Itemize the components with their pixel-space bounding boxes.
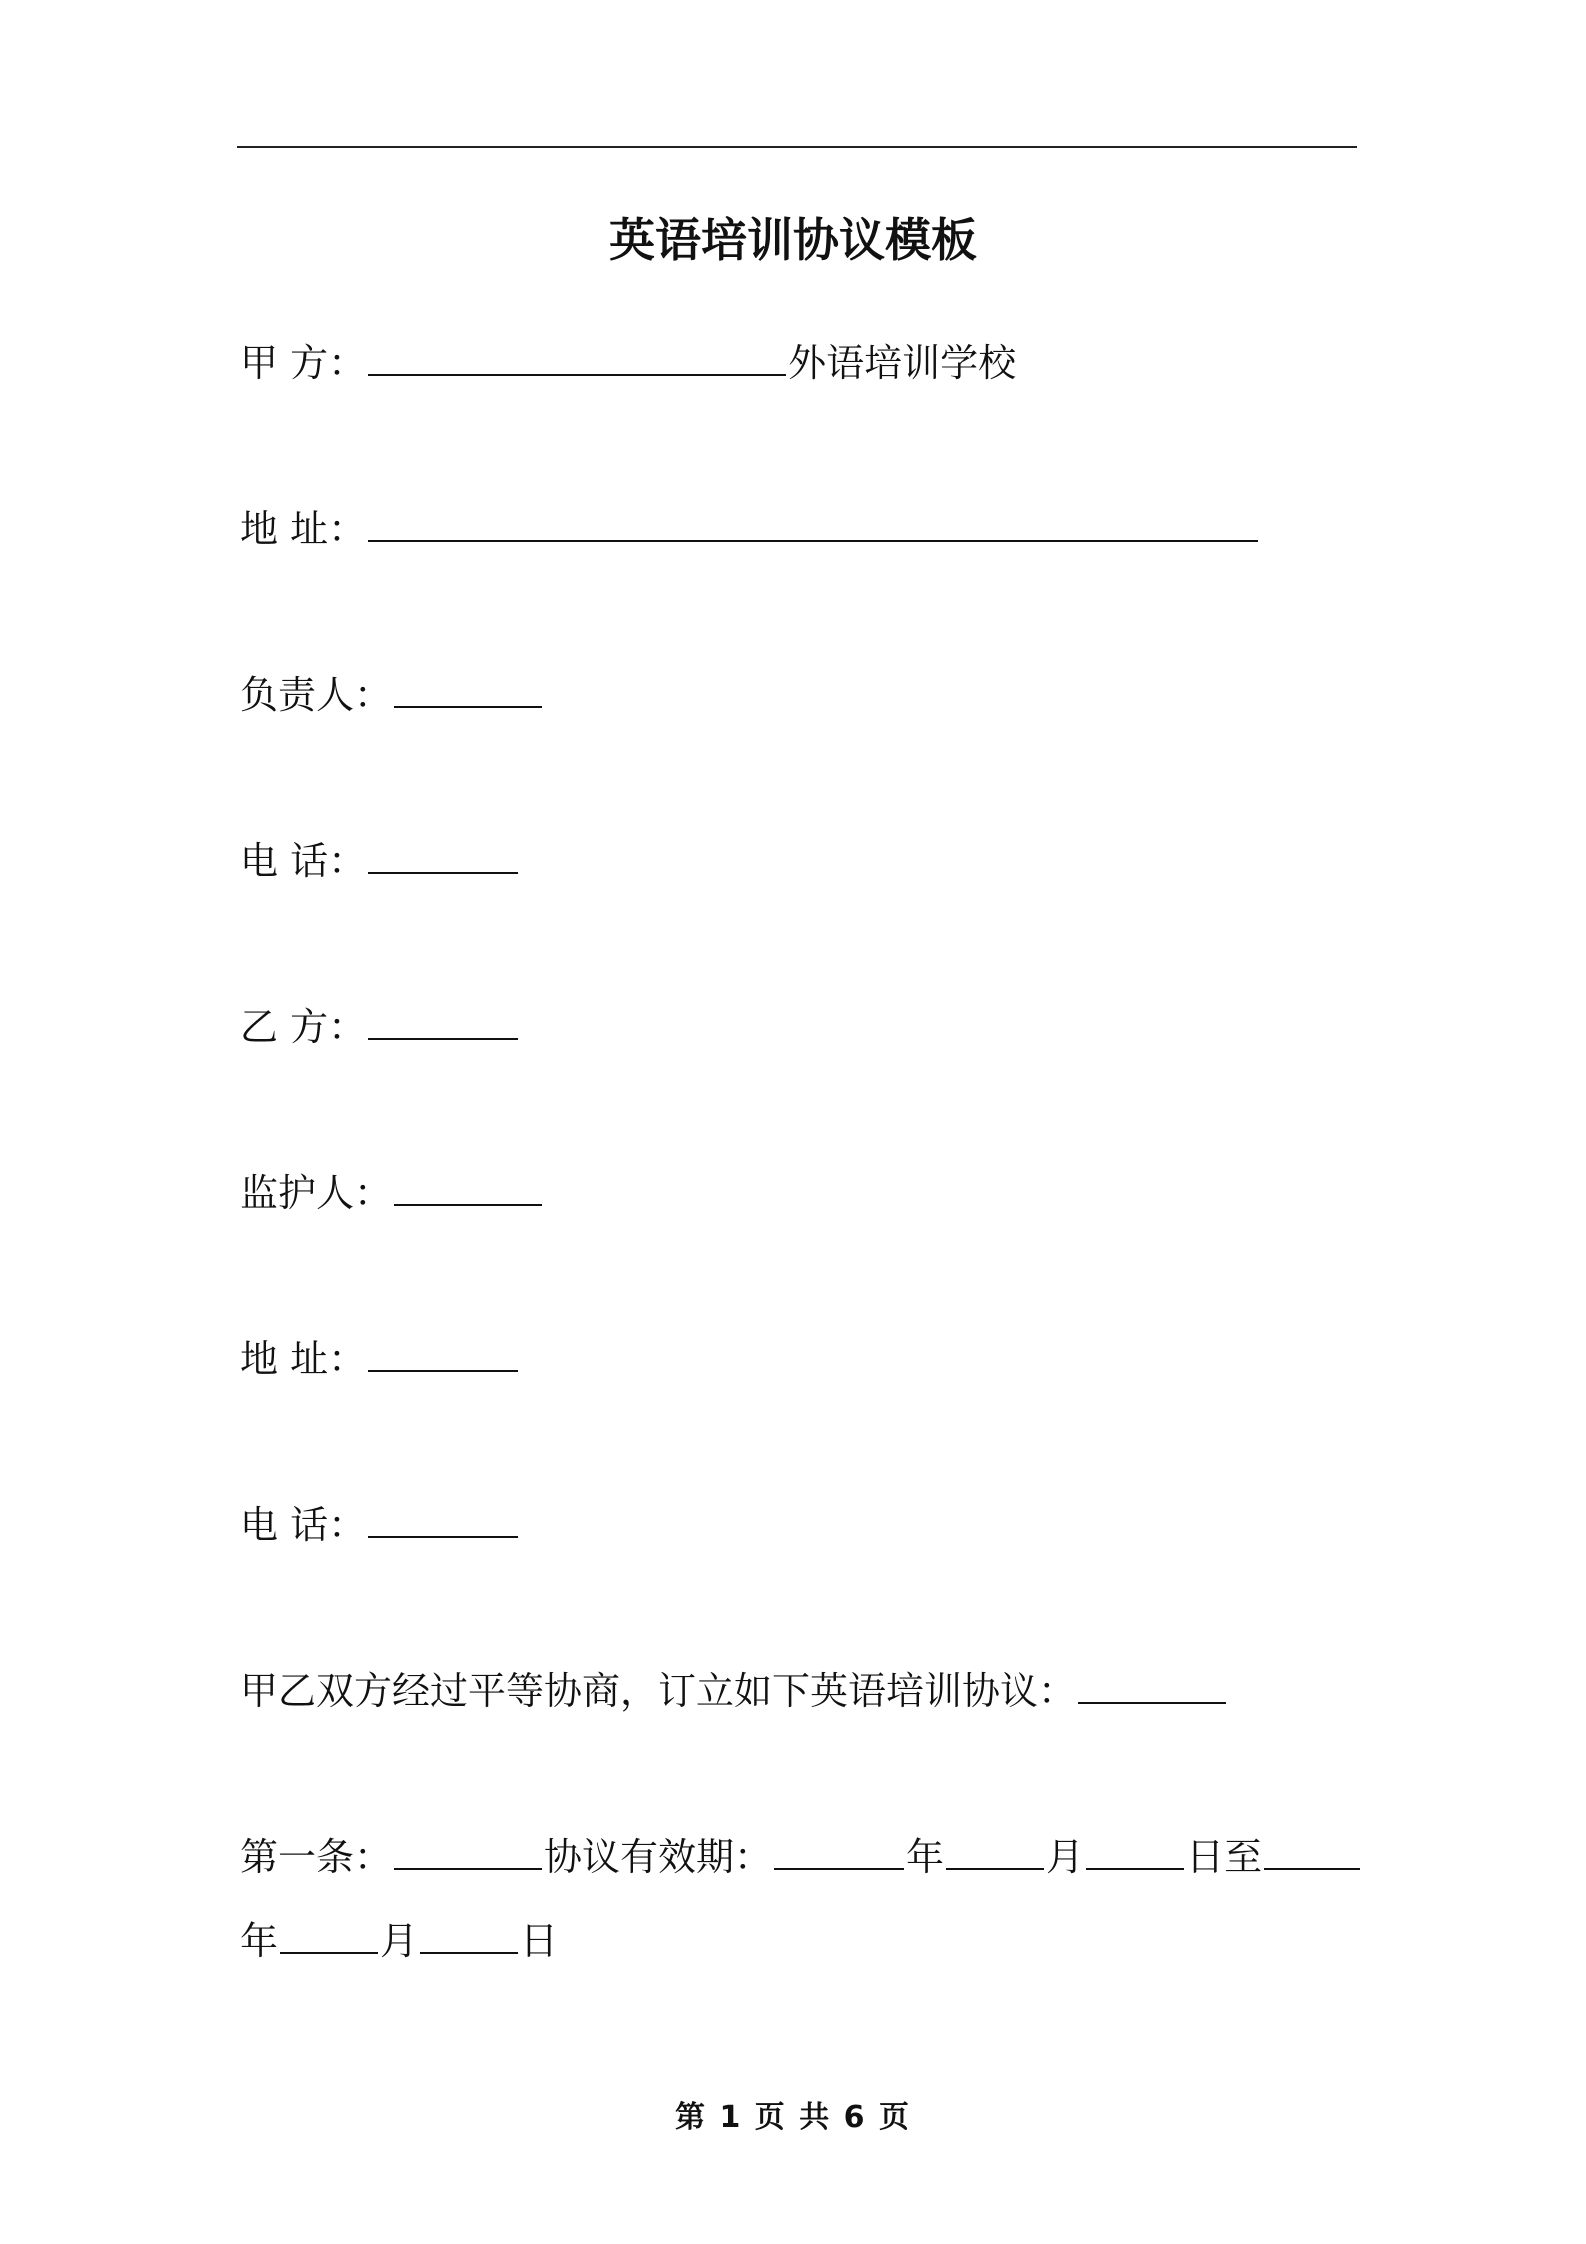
- document-title: 英语培训协议模板: [609, 213, 977, 267]
- article1-validity-label: 协议有效期：: [544, 1835, 773, 1879]
- party-b-blank[interactable]: [368, 1000, 518, 1040]
- party-b-phone-blank[interactable]: [368, 1498, 518, 1538]
- party-a-address-label: 地 址：: [240, 507, 367, 551]
- party-a-suffix: 外语培训学校: [788, 341, 1017, 385]
- party-b-label: 乙 方：: [240, 1005, 367, 1049]
- party-b-phone-line: [240, 1498, 520, 1550]
- party-b-address-line: [240, 1332, 520, 1384]
- party-b-guardian-blank[interactable]: [394, 1166, 542, 1206]
- start-month-label: 月: [1046, 1835, 1085, 1879]
- end-year-blank[interactable]: [1264, 1830, 1360, 1870]
- article1-blank[interactable]: [394, 1830, 542, 1870]
- party-a-manager-line: [240, 668, 544, 720]
- agreement-intro-text: 甲乙双方经过平等协商，订立如下英语培训协议：: [240, 1669, 1077, 1713]
- start-day-blank[interactable]: [1086, 1830, 1184, 1870]
- party-a-phone-line: [240, 834, 520, 886]
- party-a-blank[interactable]: [368, 336, 786, 376]
- party-b-phone-label: 电 话：: [240, 1503, 367, 1547]
- party-b-address-label: 地 址：: [240, 1337, 367, 1381]
- party-a-address-blank[interactable]: [368, 502, 1258, 542]
- end-month-blank[interactable]: [280, 1914, 378, 1954]
- header-rule: [237, 146, 1357, 148]
- start-day-to-label: 日至: [1186, 1835, 1263, 1879]
- end-day-label: 日: [520, 1919, 559, 1963]
- page-number: 第 1 页 共 6 页: [675, 2100, 911, 2135]
- party-b-guardian-label: 监护人：: [240, 1171, 393, 1215]
- party-a-line: [240, 336, 1016, 388]
- party-a-phone-label: 电 话：: [240, 839, 367, 883]
- end-month-label: 月: [380, 1919, 419, 1963]
- start-month-blank[interactable]: [946, 1830, 1044, 1870]
- party-a-manager-blank[interactable]: [394, 668, 542, 708]
- start-year-label: 年: [906, 1835, 945, 1879]
- party-a-phone-blank[interactable]: [368, 834, 518, 874]
- party-a-manager-label: 负责人：: [240, 673, 393, 717]
- agreement-intro-line: [240, 1664, 1228, 1716]
- start-year-blank[interactable]: [774, 1830, 904, 1870]
- end-day-blank[interactable]: [420, 1914, 518, 1954]
- party-b-address-blank[interactable]: [368, 1332, 518, 1372]
- agreement-intro-blank[interactable]: [1078, 1664, 1226, 1704]
- article1-prefix: 第一条：: [240, 1835, 393, 1879]
- end-year-label: 年: [240, 1919, 279, 1963]
- party-a-label: 甲 方：: [240, 341, 367, 385]
- article1-line1: [240, 1830, 1362, 1882]
- party-a-address-line: [240, 502, 1260, 554]
- party-b-guardian-line: [240, 1166, 544, 1218]
- party-b-line: [240, 1000, 520, 1052]
- article1-line2: [240, 1914, 558, 1966]
